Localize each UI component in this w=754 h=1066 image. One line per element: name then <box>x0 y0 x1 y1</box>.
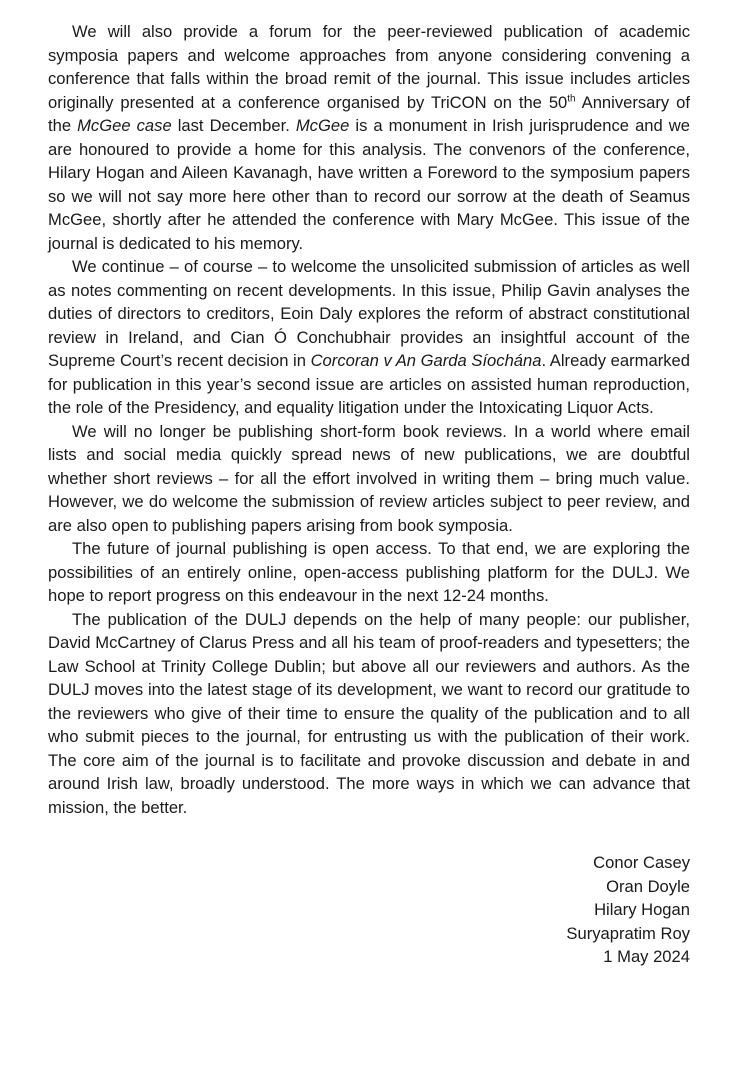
paragraph-forum <box>48 20 690 255</box>
editorial-body <box>48 20 690 819</box>
signatory-name: Suryapratim Roy <box>566 923 690 943</box>
text-run: We will no longer be publishing short-form book reviews. In a world where email lists and social media quickly spread news of new publications, we are doubtful whether short reviews – for all the effort involved in writing them – bring much value. However, we do welcome the submission of review articles subject to peer review, and are also open to publishing papers arising from book symposia. <box>48 421 690 535</box>
text-run: . Already earmarked for publication in this year’s second issue are articles on assisted human reproduction, the role of the Presidency, and equality litigation under the Intoxicating Liquor Acts. <box>48 351 690 417</box>
text-run: Anniversary of the <box>48 92 690 135</box>
paragraph-open-access <box>48 537 690 608</box>
paragraph-book-reviews <box>48 420 690 538</box>
text-run: last December. <box>171 116 296 135</box>
signature-date: 1 May 2024 <box>603 947 690 966</box>
italic-case-name: McGee <box>295 116 350 135</box>
paragraph-acknowledgements <box>48 608 690 820</box>
signature-block <box>48 851 690 969</box>
italic-case-name: Corcoran v An Garda Síochána <box>310 351 542 370</box>
text-run: The future of journal publishing is open access. To that end, we are exploring the possibilities of an entirely online, open-access publishing platform for the DULJ. We hope to report progress on this endeavour in the next 12-24 months. <box>48 539 690 605</box>
text-run: We continue – of course – to welcome the unsolicited submission of articles as well as notes commenting on recent developments. In this issue, Philip Gavin analyses the duties of directors to creditors, Eoin Daly explores the reform of abstract constitutional review in Ireland, and Cian Ó Conchubhair provides an insightful account of the Supreme Court’s recent decision in <box>48 257 690 370</box>
paragraph-submissions <box>48 255 690 420</box>
text-run: The publication of the DULJ depends on the help of many people: our publisher, David McCartney of Clarus Press and all his team of proof-readers and typesetters; the Law School at Trinity College Dublin; but above all our reviewers and authors. As the DULJ moves into the latest stage of its development, we want to record our gratitude to the reviewers who give of their time to ensure the quality of the publication and to all who submit pieces to the journal, for entrusting us with the publication of their work. The core aim of the journal is to facilitate and provoke discussion and debate in and around Irish law, broadly understood. The more ways in which we can advance that mission, the better. <box>48 609 690 817</box>
text-run: We will also provide a forum for the peer-reviewed publication of academic symposia papers and welcome approaches from anyone considering convening a conference that falls within the broad remit of the journal. This issue includes articles originally presented at a conference organised by TriCON on the 50 <box>48 22 690 112</box>
signatory-name: Hilary Hogan <box>594 900 690 919</box>
signatory-name: Conor Casey <box>593 853 690 872</box>
ordinal-suffix: th <box>567 92 576 104</box>
italic-case-name: McGee case <box>77 116 172 135</box>
signatory-name: Oran Doyle <box>606 876 690 896</box>
text-run: is a monument in Irish jurisprudence and we are honoured to provide a home for this analysis. The convenors of the conference, Hilary Hogan and Aileen Kavanagh, have written a Foreword to the symposium papers so we will not say more here other than to record our sorrow at the death of Seamus McGee, shortly after he attended the conference with Mary McGee. This issue of the journal is dedicated to his memory. <box>48 116 690 253</box>
editorial-page <box>48 20 690 969</box>
